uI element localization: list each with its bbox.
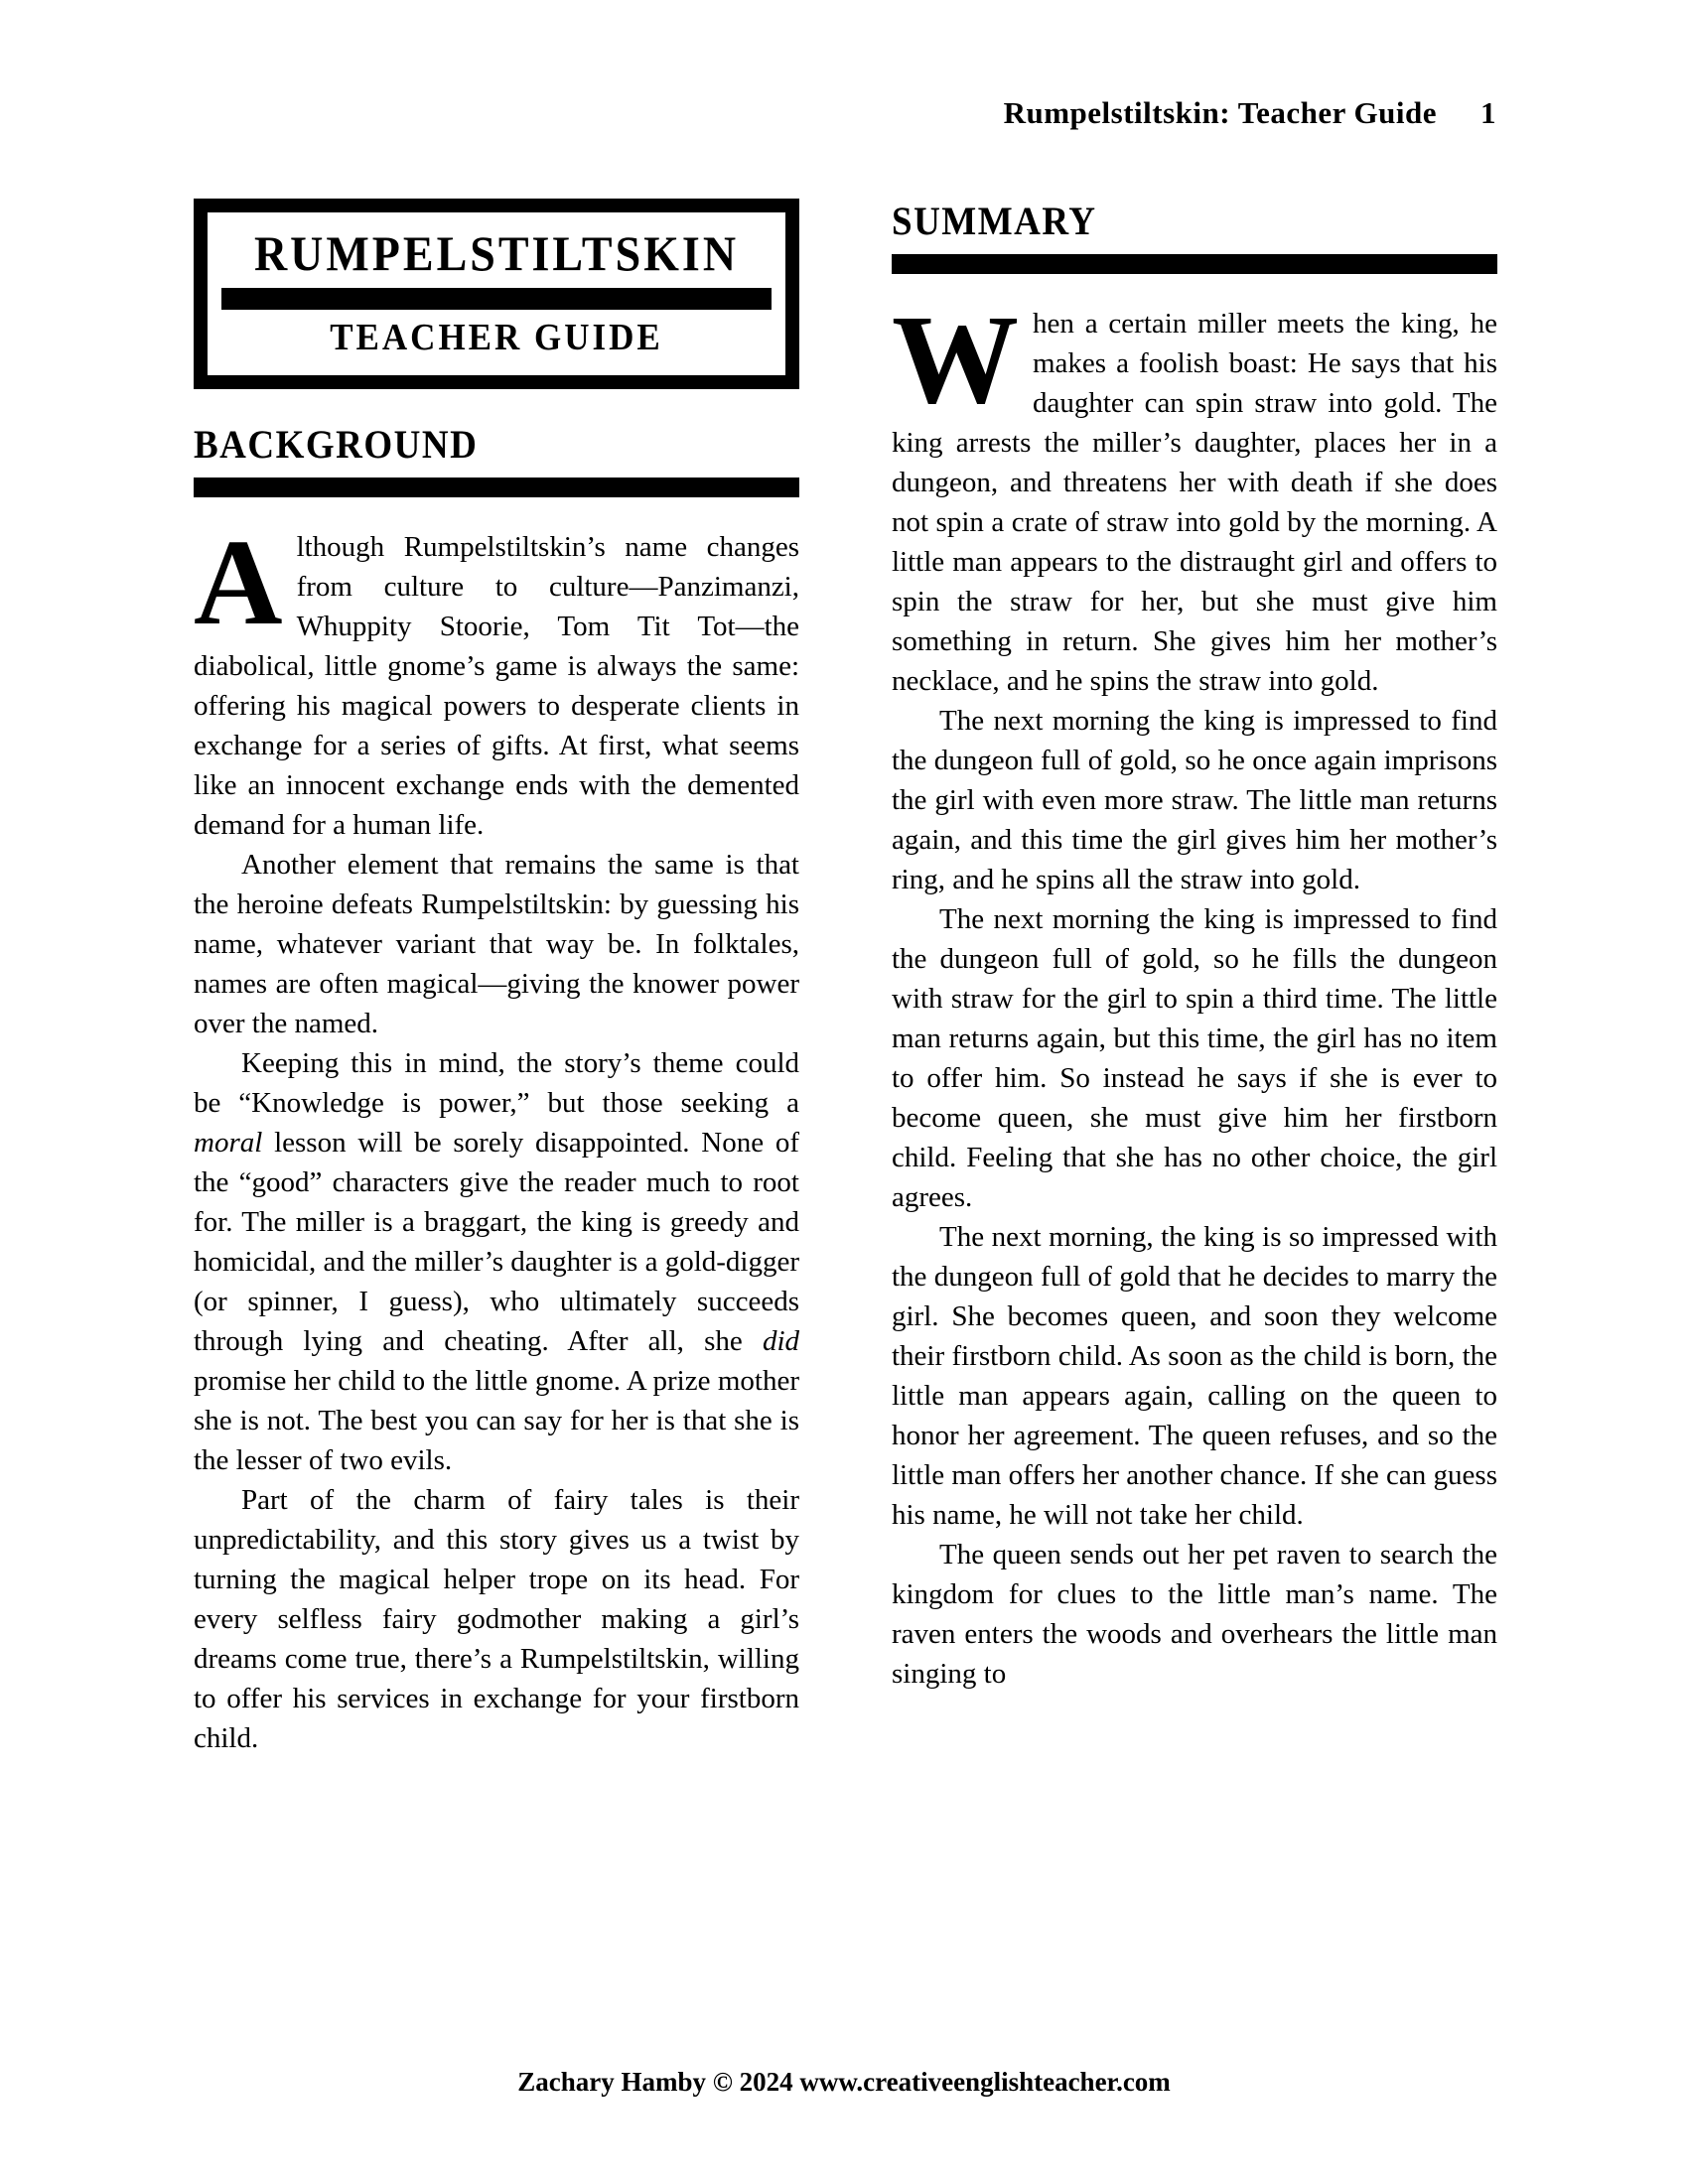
paragraph-text: hen a certain miller meets the king, he makes a foolish boast: He says that his daughter can spin straw into gold. The king arrests the miller’s daughter, places her in a dungeon, and threatens her with death if she does not spin a crate of straw into gold by the morning. A little man appears to the distraught girl and offers to spin the straw for her, but she must give him something in return. She gives him her mother’s necklace, and he spins the straw into gold. <box>892 308 1497 697</box>
title-box-subtitle: TEACHER GUIDE <box>330 316 663 358</box>
dropcap-letter-a: A <box>194 514 283 650</box>
summary-paragraph-4: The next morning, the king is so impressed with the dungeon full of gold that he decides to marry the girl. She becomes queen, and soon they welcome their firstborn child. As soon as the child is born, the little man appears again, calling on the queen to honor her agreement. The queen refuses, and so the little man offers her another chance. If she can guess his name, he will not take her child. <box>892 1221 1497 1531</box>
background-heading-bar <box>194 478 799 497</box>
summary-paragraph-3: The next morning the king is impressed to find the dungeon full of gold, so he fills the dungeon with straw for the girl to spin a third time. The little man returns again, but this time, the girl has no item to offer him. So instead he says if she is ever to become queen, she must give him her firstborn child. Feeling that she has no other choice, the girl agrees. <box>892 903 1497 1213</box>
summary-paragraph-2: The next morning the king is impressed to find the dungeon full of gold, so he once again imprisons the girl with even more straw. The little man returns again, and this time the girl gives him her mother’s ring, and he spins all the straw into gold. <box>892 705 1497 895</box>
summary-heading-bar <box>892 254 1497 274</box>
running-header-title: Rumpelstiltskin: Teacher Guide <box>1003 95 1437 130</box>
left-column <box>194 199 799 1758</box>
paragraph-text: lesson will be sorely disappointed. None of the “good” characters give the reader much to root for. The miller is a braggart, the king is greedy and homicidal, and the miller’s daughter is a gold-digger (or spinner, I guess), who ultimately succeeds through lying and cheating. After all, she <box>194 1127 799 1357</box>
background-paragraph-2: Another element that remains the same is that the heroine defeats Rumpelstiltskin: by guessing his name, whatever variant that way be. In folktales, names are often magical—giving the knower power over the named. <box>194 849 799 1039</box>
summary-paragraph-5: The queen sends out her pet raven to search the kingdom for clues to the little man’s name. The raven enters the woods and overhears the little man singing to <box>892 1539 1497 1690</box>
title-divider-bar <box>221 288 772 310</box>
background-paragraph-4: Part of the charm of fairy tales is their unpredictability, and this story gives us a twist by turning the magical helper trope on its head. For every selfless fairy godmother making a girl’s dreams come true, there’s a Rumpelstiltskin, willing to offer his services in exchange for your firstborn child. <box>194 1484 799 1754</box>
page-number: 1 <box>1480 95 1496 130</box>
background-paragraph-3 <box>194 1043 799 1480</box>
italic-word: moral <box>194 1127 263 1159</box>
right-column <box>892 200 1497 1694</box>
dropcap-letter-w: W <box>892 289 1019 430</box>
paragraph-text: Keeping this in mind, the story’s theme could be “Knowledge is power,” but those seeking a <box>194 1047 799 1119</box>
title-box-title: RUMPELSTILTSKIN <box>253 225 740 281</box>
paragraph-text: lthough Rumpelstiltskin’s name changes from culture to culture—Panzimanzi, Whuppity Stoorie, Tom Tit Tot—the diabolical, little gnome’s game is always the same: offering his magical powers to desperate clients in exchange for a series of gifts. At first, what seems like an innocent exchange ends with the demented demand for a human life. <box>194 531 799 841</box>
page-footer: Zachary Hamby © 2024 www.creativeenglishteacher.com <box>517 2067 1171 2097</box>
background-paragraph-1 <box>194 514 799 845</box>
title-box <box>194 199 799 389</box>
running-header <box>194 95 1496 131</box>
background-heading: BACKGROUND <box>194 423 479 468</box>
summary-paragraph-1 <box>892 289 1497 701</box>
summary-heading: SUMMARY <box>892 200 1097 244</box>
italic-word: did <box>762 1325 799 1357</box>
paragraph-text: promise her child to the little gnome. A prize mother she is not. The best you can say for her is that she is the lesser of two evils. <box>194 1365 799 1476</box>
